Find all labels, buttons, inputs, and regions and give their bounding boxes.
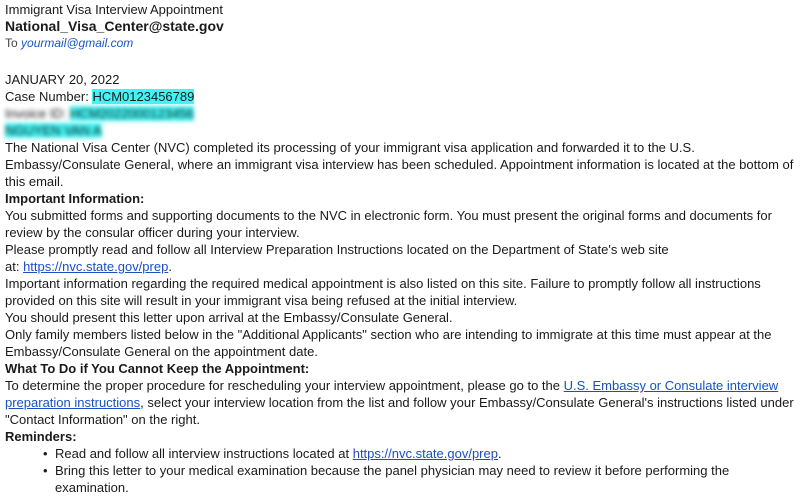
invoice-id-line [5, 105, 795, 122]
reminders-heading: Reminders: [5, 429, 77, 444]
present-letter-paragraph: You should present this letter upon arrival at the Embassy/Consulate General. [5, 310, 453, 325]
prep-link[interactable]: https://nvc.state.gov/prep [23, 259, 169, 274]
reminders-list [5, 445, 795, 496]
case-number-value: HCM0123456789 [92, 89, 195, 104]
invoice-id-label: Invoice ID: [5, 106, 67, 121]
letter-date: JANUARY 20, 2022 [5, 72, 120, 87]
family-paragraph: Only family members listed below in the "Additional Applicants" section who are intending to immigrate at this time must appear at the Embassy/Consulate General on the appointment date. [5, 327, 772, 359]
prep-paragraph: Please promptly read and follow all Interview Preparation Instructions located on the Department of State's web site [5, 242, 669, 257]
email-view [0, 1, 800, 495]
prep-period: . [168, 259, 172, 274]
reminder-period: . [497, 446, 502, 461]
email-subject: Immigrant Visa Interview Appointment [5, 2, 223, 17]
email-recipient-line [5, 35, 795, 52]
applicant-name: NGUYEN VAN A [5, 123, 102, 138]
case-number-line [5, 88, 795, 105]
case-number-label: Case Number: [5, 89, 89, 104]
to-label: To [5, 36, 18, 50]
intro-paragraph: The National Visa Center (NVC) completed its processing of your immigrant visa application and forwarded it to the U.S. Embassy/Consulate General, where an immigrant visa interview has been scheduled. Appointment information is located at the bottom of this email. [5, 140, 794, 189]
email-sender[interactable]: National_Visa_Center@state.gov [5, 18, 224, 34]
reminder-text: Bring this letter to your medical examination because the panel physician may need to review it before performing the examination. [55, 463, 730, 495]
invoice-id-value: HCM2022000123456 [70, 106, 194, 121]
reschedule-text-end: , select your interview location from the list and follow your Embassy/Consulate General's instructions listed under "Contact Information" on the right. [5, 395, 794, 427]
medical-paragraph: Important information regarding the required medical appointment is also listed on this site. Failure to promptly follow all instructions provided on this site will result in your immigrant visa being refused at the initial interview. [5, 276, 761, 308]
consulate-instructions-link[interactable]: U.S. Embassy or Consulate interview preparation instructions [5, 378, 779, 410]
cannot-keep-heading: What To Do if You Cannot Keep the Appointment: [5, 361, 310, 376]
reminder-item [55, 462, 795, 496]
reminder-text: Read and follow all interview instructions located at [55, 446, 353, 461]
reminder-prep-link[interactable]: https://nvc.state.gov/prep [352, 446, 498, 461]
reschedule-paragraph [5, 377, 795, 428]
reschedule-text-start: To determine the proper procedure for rescheduling your interview appointment, please go to the [5, 378, 564, 393]
prep-at-label: at: [5, 259, 24, 274]
important-heading: Important Information: [5, 191, 145, 206]
prep-link-line [5, 258, 795, 275]
applicant-name-line [5, 122, 795, 139]
recipient-address[interactable]: yourmail@gmail.com [21, 36, 134, 50]
forms-paragraph: You submitted forms and supporting documents to the NVC in electronic form. You must present the original forms and documents for review by the consular officer during your interview. [5, 208, 772, 240]
reminder-item [55, 445, 795, 462]
